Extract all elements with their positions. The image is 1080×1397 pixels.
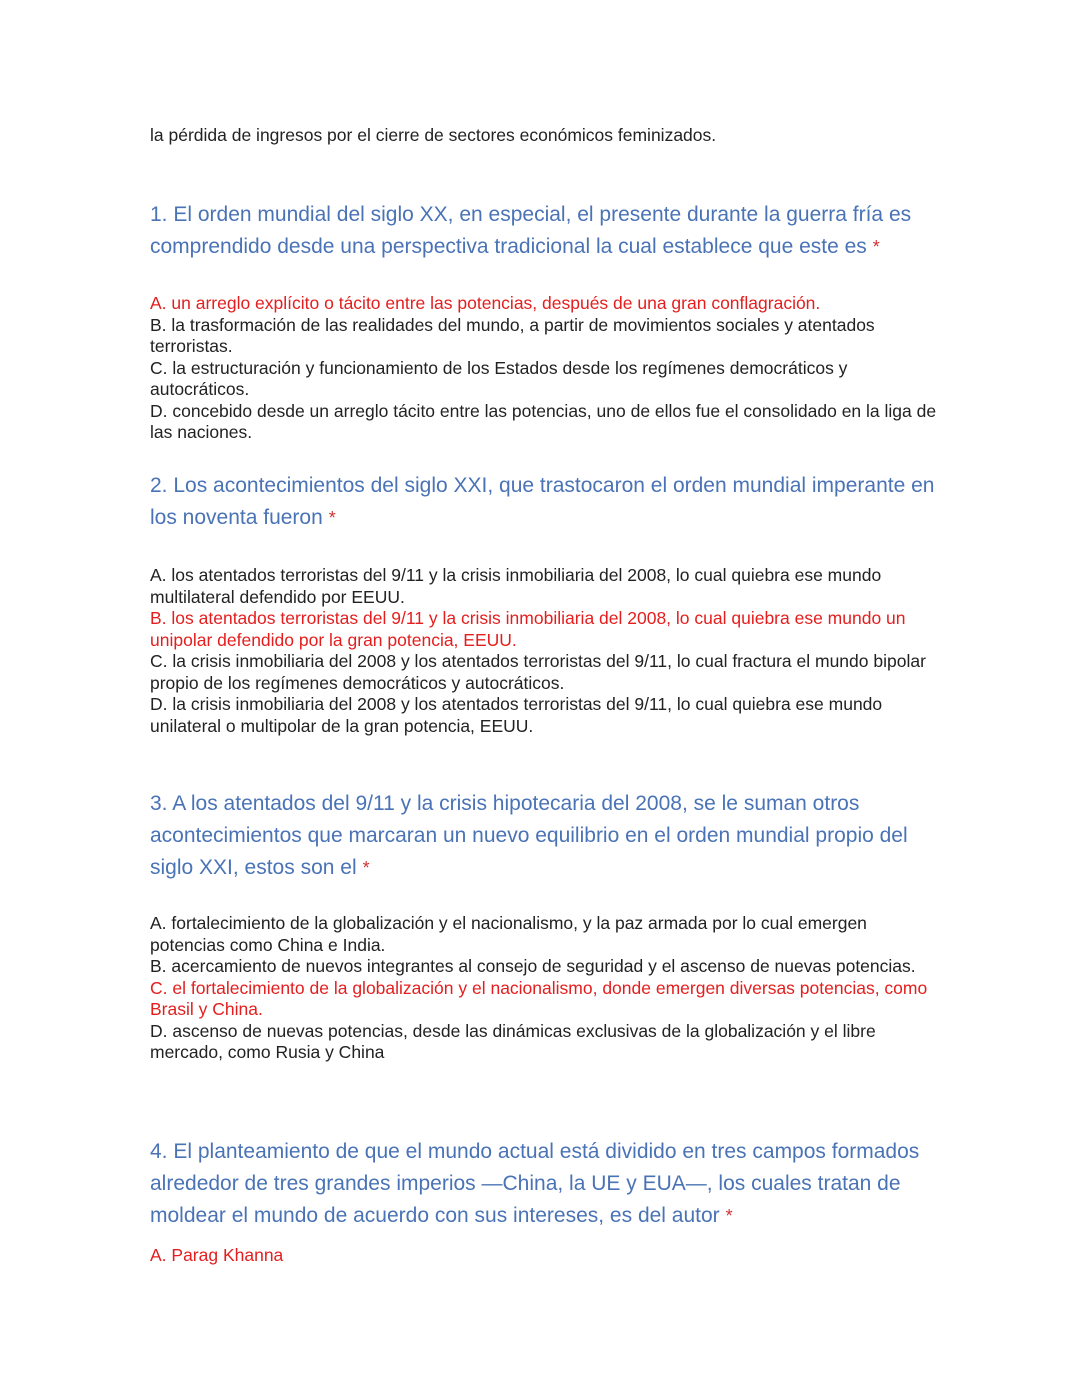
option-4a: A. Parag Khanna — [150, 1245, 284, 1265]
question-2-options — [150, 565, 940, 737]
required-mark: * — [872, 237, 880, 257]
required-mark: * — [328, 508, 336, 528]
question-1 — [150, 199, 940, 263]
question-1-text: 1. El orden mundial del siglo XX, en especial, el presente durante la guerra fría es comprendido desde una perspectiva tradicional la cual establece que este es — [150, 203, 912, 258]
question-3 — [150, 788, 940, 884]
question-3-text: 3. A los atentados del 9/11 y la crisis hipotecaria del 2008, se le suman otros acontecimientos que marcaran un nuevo equilibrio en el orden mundial propio del siglo XXI, estos son el — [150, 792, 908, 879]
option-2c: C. la crisis inmobiliaria del 2008 y los atentados terroristas del 9/11, lo cual fractura el mundo bipolar propio de los regímenes democráticos y autocráticos. — [150, 651, 926, 693]
option-1a: A. un arreglo explícito o tácito entre las potencias, después de una gran conflagración. — [150, 293, 821, 313]
option-3c: C. el fortalecimiento de la globalización y el nacionalismo, donde emergen diversas potencias, como Brasil y China. — [150, 977, 928, 1019]
required-mark: * — [362, 858, 370, 878]
option-3b: B. acercamiento de nuevos integrantes al consejo de seguridad y el ascenso de nuevas potencias. — [150, 956, 916, 976]
question-3-options — [150, 913, 940, 1064]
question-4-options — [150, 1245, 940, 1267]
option-3a: A. fortalecimiento de la globalización y el nacionalismo, y la paz armada por lo cual emergen potencias como China e India. — [150, 913, 867, 955]
question-2 — [150, 470, 940, 534]
question-1-options — [150, 293, 940, 444]
option-2b: B. los atentados terroristas del 9/11 y la crisis inmobiliaria del 2008, lo cual quiebra ese mundo un unipolar defendido por la gran potencia, EEUU. — [150, 608, 906, 650]
option-1d: D. concebido desde un arreglo tácito entre las potencias, uno de ellos fue el consolidado en la liga de las naciones. — [150, 400, 937, 442]
question-4 — [150, 1136, 940, 1232]
option-2d: D. la crisis inmobiliaria del 2008 y los atentados terroristas del 9/11, lo cual quiebra ese mundo unilateral o multipolar de la gran potencia, EEUU. — [150, 694, 883, 736]
option-2a: A. los atentados terroristas del 9/11 y la crisis inmobiliaria del 2008, lo cual quiebra ese mundo multilateral defendido por EEUU. — [150, 565, 882, 607]
required-mark: * — [725, 1206, 733, 1226]
intro-text: la pérdida de ingresos por el cierre de sectores económicos feminizados. — [150, 125, 717, 145]
option-3d: D. ascenso de nuevas potencias, desde las dinámicas exclusivas de la globalización y el libre mercado, como Rusia y China — [150, 1020, 876, 1062]
option-1b: B. la trasformación de las realidades del mundo, a partir de movimientos sociales y atentados terroristas. — [150, 314, 875, 356]
question-2-text: 2. Los acontecimientos del siglo XXI, que trastocaron el orden mundial imperante en los noventa fueron — [150, 474, 935, 529]
option-1c: C. la estructuración y funcionamiento de los Estados desde los regímenes democráticos y autocráticos. — [150, 357, 848, 399]
question-4-text: 4. El planteamiento de que el mundo actual está dividido en tres campos formados alrededor de tres grandes imperios —China, la UE y EUA—, los cuales tratan de moldear el mundo de acuerdo con sus intereses, es del autor — [150, 1140, 920, 1227]
